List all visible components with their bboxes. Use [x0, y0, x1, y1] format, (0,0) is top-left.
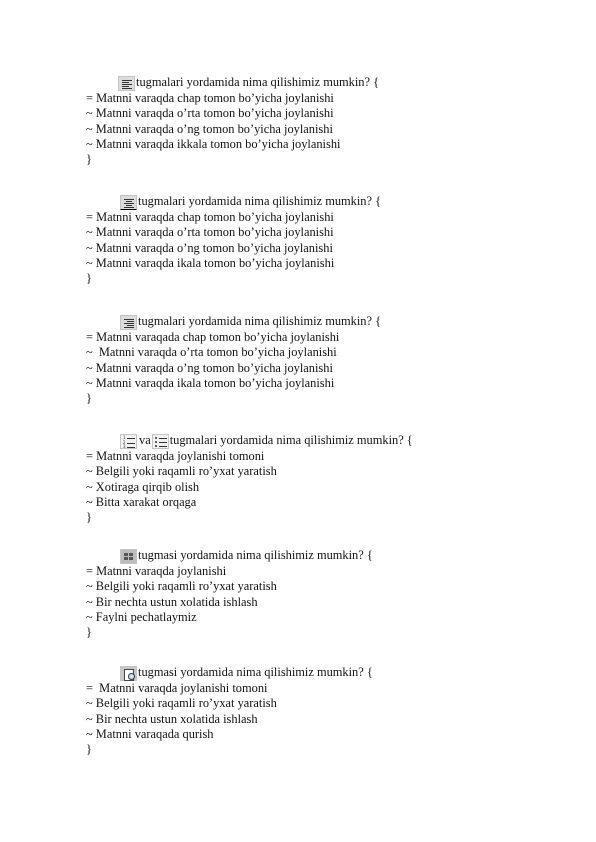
question-close-brace: }	[86, 271, 92, 286]
answer-correct: = Matnni varaqda joylanishi tomoni	[86, 449, 265, 463]
question-prompt-line	[86, 664, 586, 681]
question-close-brace: }	[86, 152, 92, 167]
question-prompt: tugmasi yordamida nima qilishimiz mumkin? {	[138, 665, 373, 679]
question-4	[86, 432, 586, 525]
answer-option: ~ Bir nechta ustun xolatida ishlash	[86, 711, 258, 726]
answer-option: ~ Matnni varaqda o’rta tomon bo’yicha joylanishi	[86, 225, 334, 240]
question-prompt-line	[86, 547, 586, 564]
answer-option: ~ Matnni varaqda ikala tomon bo’yicha joylanishi	[86, 255, 335, 270]
answer-option: ~ Matnni varaqda o’rta tomon bo’yicha joylanishi	[86, 345, 337, 360]
question-close-brace: }	[86, 391, 92, 406]
answer-option: ~ Faylni pechatlaymiz	[86, 609, 197, 624]
question-close-brace: }	[86, 625, 92, 640]
answer-option: ~ Matnni varaqda ikkala tomon bo’yicha joylanishi	[86, 136, 341, 151]
answer-option: ~ Matnni varaqada qurish	[86, 726, 214, 741]
answer-option: ~ Matnni varaqda o’ng tomon bo’yicha joylanishi	[86, 240, 333, 255]
answer-option: ~ Belgili yoki raqamli ro’yxat yaratish	[86, 464, 277, 479]
question-1	[86, 74, 586, 167]
answer-option: ~ Belgili yoki raqamli ro’yxat yaratish	[86, 579, 277, 594]
question-prompt-line	[86, 432, 586, 449]
question-close-brace: }	[86, 510, 92, 525]
question-6	[86, 664, 586, 757]
question-prompt: tugmalari yordamida nima qilishimiz mumkin? {	[169, 433, 413, 447]
align-center-icon	[120, 195, 137, 210]
question-prompt-line	[86, 74, 586, 91]
answer-correct: = Matnni varaqda joylanishi tomoni	[86, 681, 268, 695]
answer-option: ~ Xotiraga qirqib olish	[86, 479, 200, 494]
question-prompt: tugmalari yordamida nima qilishimiz mumkin? {	[136, 75, 380, 89]
question-prompt: tugmalari yordamida nima qilishimiz mumkin? {	[138, 314, 382, 328]
answer-option: ~ Bitta xarakat orqaga	[86, 494, 197, 509]
answer-option: ~ Bir nechta ustun xolatida ishlash	[86, 594, 258, 609]
align-right-icon	[120, 315, 137, 330]
answer-option: ~ Matnni varaqda o’ng tomon bo’yicha joylanishi	[86, 121, 333, 136]
question-prompt: tugmasi yordamida nima qilishimiz mumkin? {	[138, 548, 373, 562]
answer-correct: = Matnni varaqda joylanishi	[86, 564, 227, 578]
question-prompt-line	[86, 313, 586, 330]
answer-option: ~ Matnni varaqda ikala tomon bo’yicha joylanishi	[86, 375, 335, 390]
numbered-list-icon: 1 2 3	[120, 434, 137, 449]
question-3	[86, 313, 586, 406]
answer-option: ~ Belgili yoki raqamli ro’yxat yaratish	[86, 696, 277, 711]
question-close-brace: }	[86, 742, 92, 757]
question-5	[86, 547, 586, 640]
bulleted-list-icon	[152, 434, 169, 449]
columns-icon	[120, 549, 137, 564]
question-prompt: tugmalari yordamida nima qilishimiz mumkin? {	[138, 194, 382, 208]
icon-connector: va	[139, 433, 151, 447]
print-preview-icon	[120, 666, 137, 681]
answer-correct: = Matnni varaqda chap tomon bo’yicha joylanishi	[86, 210, 334, 224]
answer-option: ~ Matnni varaqda o’rta tomon bo’yicha joylanishi	[86, 106, 334, 121]
answer-correct: = Matnni varaqda chap tomon bo’yicha joylanishi	[86, 91, 334, 105]
answer-option: ~ Matnni varaqda o’ng tomon bo’yicha joylanishi	[86, 360, 333, 375]
align-left-icon	[118, 76, 135, 91]
question-2	[86, 193, 586, 286]
question-prompt-line	[86, 193, 586, 210]
answer-correct: = Matnni varaqada chap tomon bo’yicha joylanishi	[86, 330, 340, 344]
